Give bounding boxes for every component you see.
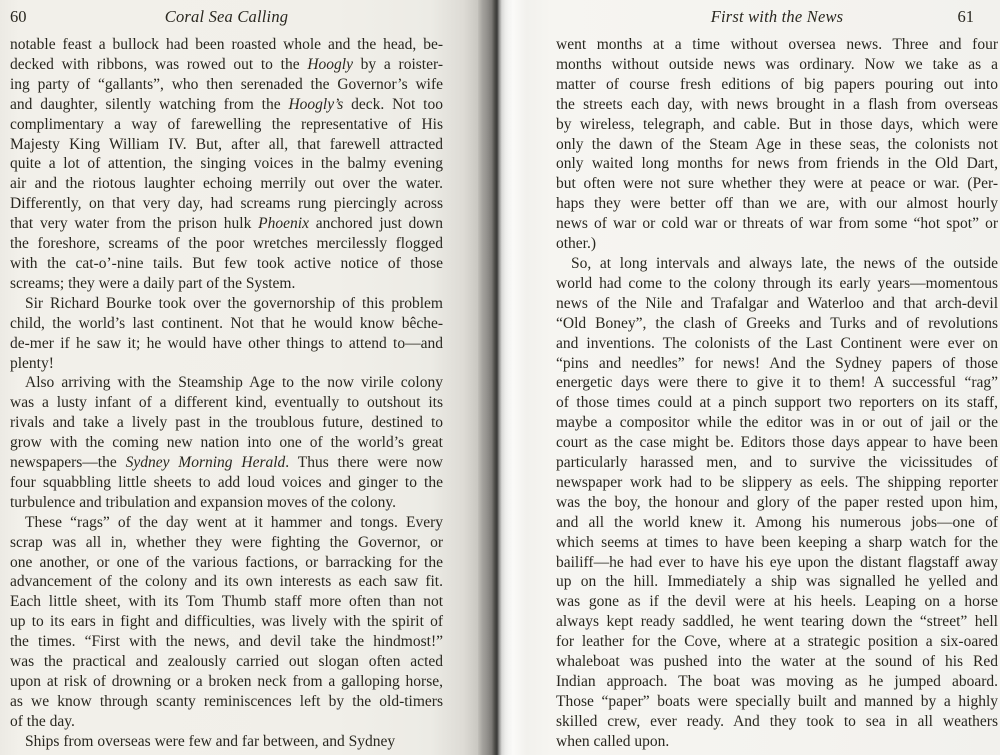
- paragraph: [556, 254, 998, 752]
- text-line: scrap was all in, whether they were fighting the Governor, or: [10, 533, 443, 551]
- text-line: grow with the coming new nation into one of the world’s great: [10, 434, 443, 452]
- text-line: world had come to the colony through its early years—momentous: [556, 274, 998, 292]
- text-line: was the practical and zealously carried out slogan often acted: [10, 653, 443, 671]
- page-left-body: [10, 35, 443, 752]
- text-line: whaleboat was pushed into the water at the sound of his Red: [556, 653, 998, 671]
- text-line: one another, or one of the various factions, or barracking for the: [10, 553, 443, 571]
- page-left: [0, 0, 478, 755]
- page-right-header: [556, 6, 998, 32]
- text-line: newspaper work had to be slippery as eels. The shipping reporter: [556, 473, 998, 491]
- text-line: was the boy, the honour and glory of the paper rested upon him,: [556, 493, 998, 511]
- text-line: and daughter, silently watching from the Hoogly’s deck. Not too: [10, 95, 443, 113]
- text-line: haps they were better off than we are, with our almost hourly: [556, 195, 998, 213]
- paragraph: [10, 294, 443, 374]
- text-line: and inventions. The colonists of the Last Continent were ever on: [556, 334, 998, 352]
- page-left-header: [10, 6, 443, 32]
- text-line: turbulence and tribulation and expansion moves of the colony.: [10, 493, 396, 511]
- paragraph: [556, 35, 998, 254]
- text-line: child, the world’s last continent. Not that he would know bêche-: [10, 314, 443, 332]
- running-header-left: Coral Sea Calling: [164, 7, 289, 26]
- text-line: Ships from overseas were few and far between, and Sydney: [25, 732, 396, 750]
- text-line: news of the Nile and Trafalgar and Waterloo and that arch-devil: [556, 294, 998, 312]
- paragraph: [10, 513, 443, 732]
- text-line: upon at risk of drowning or a broken neck from a galloping horse,: [10, 673, 443, 690]
- text-line: advancement of the colony and its own interests as each saw fit.: [10, 573, 443, 591]
- text-line: decked with ribbons, was rowed out to the Hoogly by a roister-: [10, 55, 443, 73]
- text-line: only waited long months for news from friends in the Old Dart,: [556, 155, 998, 173]
- text-line: de-mer if he saw it; he would have other things to attend to—and: [10, 334, 443, 352]
- text-line: when called upon.: [556, 732, 670, 750]
- text-line: four squabbling little sheets to add loud voices and ginger to the: [10, 473, 443, 491]
- text-line: of those times could at a pinch support two reporters on its staff,: [556, 394, 998, 412]
- text-line: ing party of “gallants”, who then serenaded the Governor’s wife: [10, 75, 443, 93]
- text-line: Also arriving with the Steamship Age to the now virile colony: [25, 374, 443, 392]
- text-line: screams; they were a daily part of the System.: [10, 274, 296, 292]
- text-line: matter of course fresh editions of big papers pouring out into: [556, 75, 998, 93]
- text-line: “Old Boney”, the clash of Greeks and Turks and of revolutions: [556, 314, 998, 332]
- text-line: went months at a time without oversea news. Three and four: [556, 36, 998, 53]
- text-line: These “rags” of the day went at it hammer and tongs. Every: [25, 513, 443, 531]
- text-line: Majesty King William IV. But, after all, that farewell attracted: [10, 135, 443, 153]
- text-line: maybe a compositor while the editor was in or out of jail or the: [556, 414, 998, 432]
- text-line: of the day.: [10, 712, 75, 730]
- paragraph: [10, 35, 443, 294]
- text-line: the foreshore, screams of the poor wretches mercilessly flogged: [10, 235, 443, 253]
- text-line: Sir Richard Bourke took over the governorship of this problem: [25, 294, 443, 312]
- page-number-left: 60: [10, 7, 27, 26]
- text-line: air and the riotous laughter echoing merrily out over the water.: [10, 175, 443, 193]
- text-line: notable feast a bullock had been roasted whole and the head, be-: [10, 36, 443, 53]
- text-line: which seems at times to have been keeping a sharp watch for the: [556, 533, 998, 551]
- text-line: always kept ready saddled, he went tearing down the “street” hell: [556, 613, 998, 631]
- text-line: months without outside news was ordinary. Now we take as a: [556, 55, 998, 73]
- text-line: but often were not sure whether they were at peace or war. (Per-: [556, 175, 998, 193]
- text-line: quite a lot of attention, the singing voices in the balmy evening: [10, 155, 443, 173]
- text-line: plenty!: [10, 354, 54, 372]
- text-line: by wireless, telegraph, and cable. But in those days, which were: [556, 115, 998, 133]
- text-line: up to its ears in fight and difficulties, was lively with the spirit of: [10, 613, 443, 631]
- text-line: “pins and needles” for news! And the Sydney papers of those: [556, 354, 998, 372]
- page-right: [512, 0, 1000, 755]
- text-line: rivals and take a lively past in the troublous future, destined to: [10, 414, 443, 432]
- text-line: court as the case might be. Editors those days appear to have been: [556, 434, 998, 452]
- text-line: for leather for the Cove, where at a strategic position a six-oared: [556, 633, 998, 651]
- text-line: Differently, on that very day, had screams rung piercingly across: [10, 195, 443, 213]
- text-line: the streets each day, with news brought in a flash from overseas: [556, 95, 998, 113]
- page-left-content: [10, 6, 443, 752]
- text-line: up on the hill. Immediately a ship was signalled he yelled and: [556, 573, 998, 591]
- text-line: the times. “First with the news, and devil take the hindmost!”: [10, 633, 443, 651]
- text-line: other.): [556, 235, 597, 253]
- text-line: So, at long intervals and always late, the news of the outside: [571, 254, 998, 272]
- text-line: and all the world knew it. Among his numerous jobs—one of: [556, 513, 998, 531]
- paragraph: [10, 373, 443, 512]
- page-right-content: [556, 6, 998, 752]
- text-line: complimentary a way of farewelling the representative of His: [10, 115, 443, 133]
- running-header-right: First with the News: [710, 7, 844, 26]
- text-line: as we know through scanty reminiscences left by the old-timers: [10, 692, 443, 710]
- text-line: bailiff—he had ever to have his eye upon the distant flagstaff away: [556, 553, 998, 571]
- paragraph: [10, 732, 443, 752]
- text-line: Indian approach. The boat was moving as he jumped aboard.: [556, 673, 998, 690]
- text-line: skilled crew, ever ready. And they took to sea in all weathers: [556, 712, 998, 730]
- text-line: newspapers—the Sydney Morning Herald. Thus there were now: [10, 454, 443, 472]
- text-line: news of war or cold war or threats of war from some “hot spot” or: [556, 215, 998, 233]
- page-right-body: [556, 35, 998, 752]
- text-line: was gone as if the devil were at his heels. Leaping on a horse: [556, 593, 998, 611]
- text-line: energetic days were there to give it to them! A successful “rag”: [556, 374, 998, 392]
- book-gutter-shadow: [478, 0, 512, 755]
- text-line: particularly harassed men, and to survive the vicissitudes of: [556, 454, 998, 472]
- page-number-right: 61: [957, 7, 974, 26]
- text-line: Each little sheet, with its Tom Thumb staff more often than not: [10, 593, 443, 611]
- text-line: only the dawn of the Steam Age in these seas, the colonists not: [556, 135, 998, 153]
- text-line: that very water from the prison hulk Phoenix anchored just down: [10, 215, 444, 233]
- text-line: Those “paper” boats were specially built and manned by a highly: [556, 692, 998, 710]
- text-line: was a lusty infant of a different kind, eventually to outshout its: [10, 394, 443, 412]
- text-line: with the cat-o’-nine tails. But few took active notice of those: [10, 254, 443, 272]
